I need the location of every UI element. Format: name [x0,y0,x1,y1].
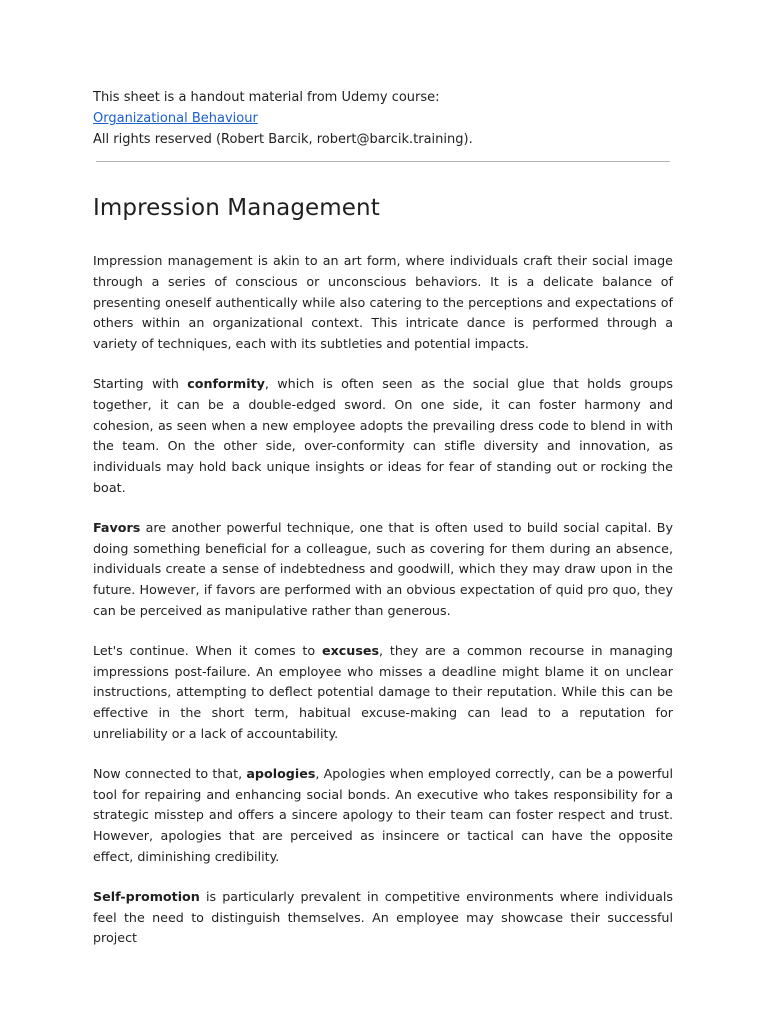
course-link[interactable]: Organizational Behaviour [93,111,258,126]
paragraph-apologies: Now connected to that, apologies, Apologies when employed correctly, can be a powerful tool for repairing and enhancing social bonds. An executive who takes responsibility for a strategic misstep and offers a sincere apology to their team can foster respect and trust. However, apologies that are perceived as insincere or tactical can have the opposite effect, diminishing credibility. [93,765,673,864]
term-apologies: apologies [246,765,316,781]
copyright-notice: All rights reserved (Robert Barcik, robert@barcik.training). [93,132,473,147]
paragraph-favors: Favors are another powerful technique, one that is often used to build social capital. By doing something beneficial for a colleague, such as covering for them during an absence, individuals create a sense of indebtedness and goodwill, which they may draw upon in the future. However, if favors are performed with an obvious expectation of quid pro quo, they can be perceived as manipulative rather than generous. [93,519,673,618]
term-conformity: conformity [187,375,265,391]
paragraph-excuses: Let's continue. When it comes to excuses, they are a common recourse in managing impressions post-failure. An employee who misses a deadline might blame it on unclear instructions, attempting to deflect potential damage to their reputation. While this can be effective in the short term, habitual excuse-making can lead to a reputation for unreliability or a lack of accountability. [93,642,673,741]
document-body [93,251,673,968]
header-divider [96,161,670,162]
handout-notice: This sheet is a handout material from Udemy course: [93,90,440,105]
term-self-promotion: Self-promotion [93,888,200,904]
term-excuses: excuses [321,642,380,658]
page-title: Impression Management [93,195,380,221]
paragraph-self-promotion: Self-promotion is particularly prevalent in competitive environments where individuals feel the need to distinguish themselves. An employee may showcase their successful project [93,888,673,946]
paragraph: Impression management is akin to an art form, where individuals craft their social image through a series of conscious or unconscious behaviors. It is a delicate balance of presenting oneself authentically while also catering to the perceptions and expectations of others within an organizational context. This intricate dance is performed through a variety of techniques, each with its subtleties and potential impacts. [93,253,673,352]
paragraph-conformity: Starting with conformity, which is often seen as the social glue that holds groups together, it can be a double-edged sword. On one side, it can foster harmony and cohesion, as seen when a new employee adopts the prevailing dress code to blend in with the team. On the other side, over-conformity can stifle diversity and innovation, as individuals may hold back unique insights or ideas for fear of standing out or rocking the boat. [93,375,673,495]
term-favors: Favors [93,519,141,535]
handout-header [93,87,673,150]
